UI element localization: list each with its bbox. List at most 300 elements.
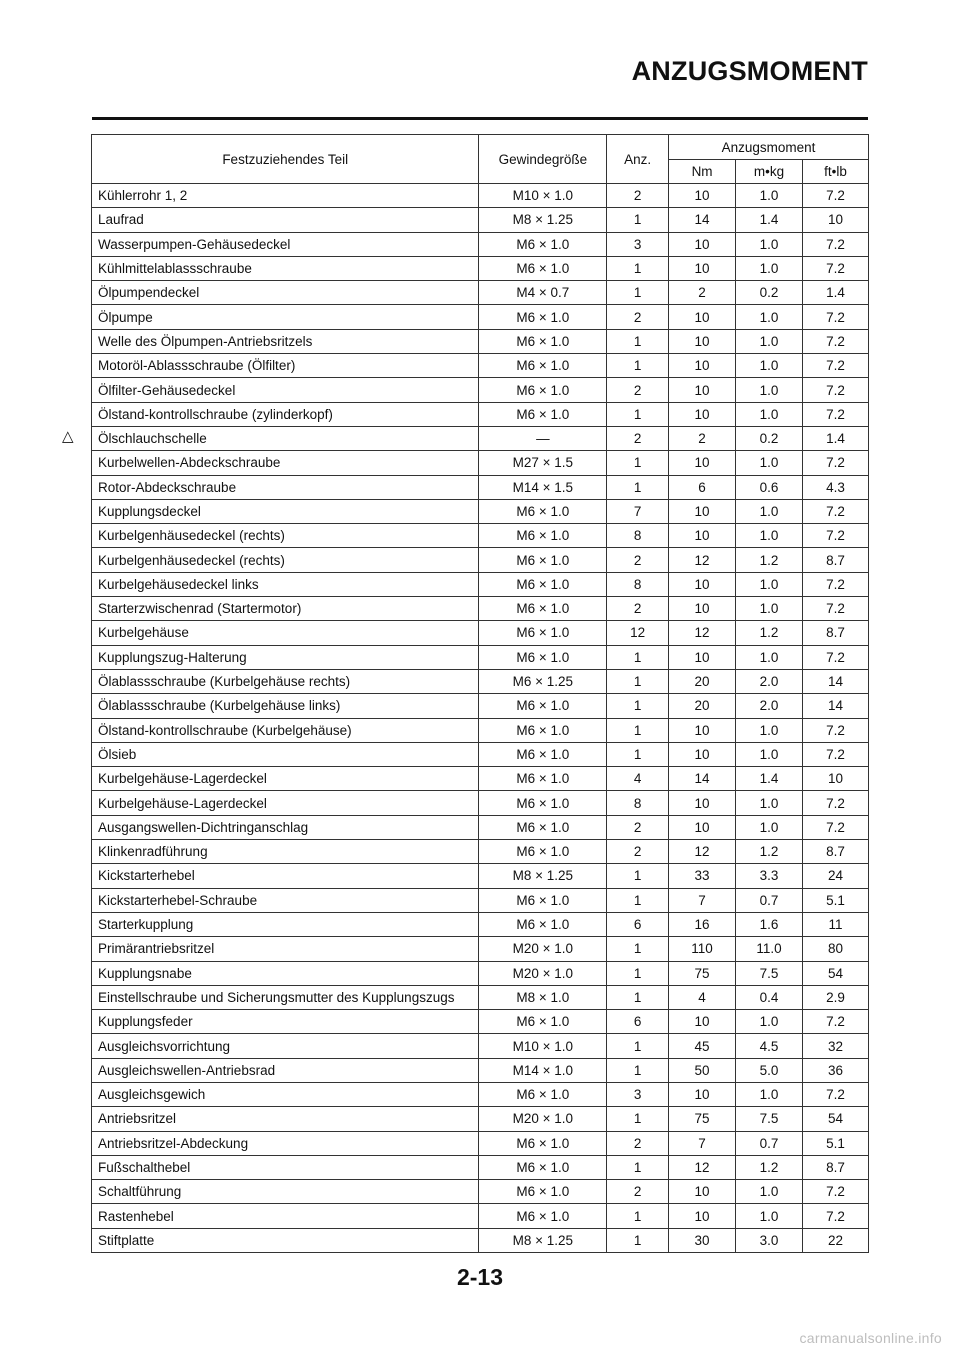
cell-mkg: 1.2 xyxy=(736,621,803,645)
cell-mkg: 1.0 xyxy=(736,378,803,402)
cell-qty: 6 xyxy=(607,1010,669,1034)
cell-thread: M6 × 1.0 xyxy=(479,305,607,329)
cell-mkg: 7.5 xyxy=(736,1107,803,1131)
header-qty: Anz. xyxy=(607,135,669,184)
cell-ftlb: 7.2 xyxy=(803,597,869,621)
cell-mkg: 1.0 xyxy=(736,1204,803,1228)
cell-qty: 12 xyxy=(607,621,669,645)
cell-ftlb: 22 xyxy=(803,1228,869,1252)
table-row xyxy=(92,718,869,742)
cell-mkg: 1.4 xyxy=(736,767,803,791)
cell-nm: 50 xyxy=(669,1058,736,1082)
cell-thread: M6 × 1.0 xyxy=(479,791,607,815)
cell-nm: 4 xyxy=(669,985,736,1009)
cell-qty: 1 xyxy=(607,475,669,499)
table-row xyxy=(92,742,869,766)
cell-ftlb: 8.7 xyxy=(803,1155,869,1179)
cell-nm: 10 xyxy=(669,232,736,256)
header-nm: Nm xyxy=(669,160,736,184)
cell-ftlb: 32 xyxy=(803,1034,869,1058)
cell-ftlb: 7.2 xyxy=(803,1082,869,1106)
cell-thread: M10 × 1.0 xyxy=(479,184,607,208)
cell-thread: M6 × 1.0 xyxy=(479,1155,607,1179)
cell-part: Einstellschraube und Sicherungsmutter des Kupplungszugs xyxy=(92,985,479,1009)
cell-thread: M6 × 1.0 xyxy=(479,402,607,426)
cell-mkg: 1.0 xyxy=(736,524,803,548)
cell-part: Kickstarterhebel-Schraube xyxy=(92,888,479,912)
cell-thread: M6 × 1.0 xyxy=(479,548,607,572)
cell-nm: 14 xyxy=(669,767,736,791)
cell-ftlb: 7.2 xyxy=(803,1204,869,1228)
cell-mkg: 0.7 xyxy=(736,1131,803,1155)
cell-ftlb: 7.2 xyxy=(803,402,869,426)
cell-part: Kupplungszug-Halterung xyxy=(92,645,479,669)
cell-thread: M6 × 1.0 xyxy=(479,840,607,864)
cell-thread: M6 × 1.0 xyxy=(479,1131,607,1155)
cell-part: Ausgangswellen-Dichtringanschlag xyxy=(92,815,479,839)
cell-thread: M6 × 1.0 xyxy=(479,767,607,791)
cell-qty: 2 xyxy=(607,184,669,208)
cell-ftlb: 7.2 xyxy=(803,499,869,523)
cell-qty: 2 xyxy=(607,815,669,839)
cell-thread: M6 × 1.0 xyxy=(479,645,607,669)
table-row xyxy=(92,184,869,208)
cell-ftlb: 11 xyxy=(803,912,869,936)
table-body xyxy=(92,184,869,1253)
cell-mkg: 2.0 xyxy=(736,694,803,718)
table-row xyxy=(92,475,869,499)
cell-qty: 1 xyxy=(607,961,669,985)
cell-qty: 2 xyxy=(607,378,669,402)
cell-ftlb: 7.2 xyxy=(803,451,869,475)
cell-nm: 20 xyxy=(669,694,736,718)
cell-ftlb: 5.1 xyxy=(803,1131,869,1155)
cell-ftlb: 7.2 xyxy=(803,572,869,596)
header-mkg: m•kg xyxy=(736,160,803,184)
cell-ftlb: 8.7 xyxy=(803,621,869,645)
cell-qty: 1 xyxy=(607,718,669,742)
cell-thread: M8 × 1.0 xyxy=(479,985,607,1009)
page-number: 2-13 xyxy=(456,1264,504,1290)
cell-thread: M6 × 1.0 xyxy=(479,742,607,766)
table-row xyxy=(92,1155,869,1179)
cell-ftlb: 7.2 xyxy=(803,791,869,815)
cell-qty: 1 xyxy=(607,645,669,669)
cell-nm: 20 xyxy=(669,669,736,693)
cell-part: Klinkenradführung xyxy=(92,840,479,864)
table-row xyxy=(92,1228,869,1252)
cell-part: Primärantriebsritzel xyxy=(92,937,479,961)
cell-mkg: 7.5 xyxy=(736,961,803,985)
cell-part: Ölpumpendeckel xyxy=(92,281,479,305)
change-mark-icon: △ xyxy=(62,428,74,445)
table-row xyxy=(92,281,869,305)
torque-table xyxy=(91,134,869,1253)
cell-thread: M6 × 1.0 xyxy=(479,815,607,839)
cell-thread: M20 × 1.0 xyxy=(479,937,607,961)
cell-mkg: 1.0 xyxy=(736,572,803,596)
table-row xyxy=(92,864,869,888)
cell-ftlb: 7.2 xyxy=(803,305,869,329)
cell-ftlb: 7.2 xyxy=(803,524,869,548)
cell-mkg: 1.0 xyxy=(736,742,803,766)
cell-part: Ölpumpe xyxy=(92,305,479,329)
cell-thread: M6 × 1.0 xyxy=(479,378,607,402)
cell-qty: 1 xyxy=(607,329,669,353)
cell-nm: 7 xyxy=(669,888,736,912)
cell-ftlb: 14 xyxy=(803,669,869,693)
table-row xyxy=(92,1131,869,1155)
watermark: carmanualsonline.info xyxy=(799,1330,942,1346)
cell-qty: 2 xyxy=(607,1131,669,1155)
cell-part: Kühlerrohr 1, 2 xyxy=(92,184,479,208)
cell-qty: 1 xyxy=(607,1204,669,1228)
cell-qty: 1 xyxy=(607,1228,669,1252)
cell-mkg: 2.0 xyxy=(736,669,803,693)
cell-thread: M6 × 1.0 xyxy=(479,621,607,645)
table-row xyxy=(92,256,869,280)
cell-nm: 110 xyxy=(669,937,736,961)
cell-qty: 1 xyxy=(607,888,669,912)
cell-qty: 2 xyxy=(607,426,669,450)
cell-nm: 10 xyxy=(669,184,736,208)
cell-nm: 10 xyxy=(669,378,736,402)
cell-qty: 1 xyxy=(607,1058,669,1082)
cell-mkg: 1.0 xyxy=(736,815,803,839)
cell-ftlb: 4.3 xyxy=(803,475,869,499)
cell-nm: 10 xyxy=(669,354,736,378)
cell-ftlb: 7.2 xyxy=(803,815,869,839)
table-row xyxy=(92,694,869,718)
cell-part: Ölfilter-Gehäusedeckel xyxy=(92,378,479,402)
cell-mkg: 1.0 xyxy=(736,499,803,523)
table-row xyxy=(92,937,869,961)
cell-thread: M6 × 1.0 xyxy=(479,572,607,596)
cell-part: Welle des Ölpumpen-Antriebsritzels xyxy=(92,329,479,353)
cell-mkg: 1.0 xyxy=(736,402,803,426)
table-row xyxy=(92,1107,869,1131)
cell-qty: 3 xyxy=(607,1082,669,1106)
table-row xyxy=(92,451,869,475)
cell-nm: 10 xyxy=(669,256,736,280)
table-row xyxy=(92,985,869,1009)
cell-nm: 10 xyxy=(669,499,736,523)
cell-qty: 1 xyxy=(607,669,669,693)
cell-nm: 10 xyxy=(669,572,736,596)
cell-mkg: 1.0 xyxy=(736,597,803,621)
cell-mkg: 1.0 xyxy=(736,256,803,280)
cell-nm: 10 xyxy=(669,718,736,742)
cell-mkg: 1.0 xyxy=(736,1010,803,1034)
table-row xyxy=(92,329,869,353)
cell-nm: 45 xyxy=(669,1034,736,1058)
cell-qty: 1 xyxy=(607,1107,669,1131)
cell-ftlb: 1.4 xyxy=(803,281,869,305)
cell-nm: 12 xyxy=(669,840,736,864)
cell-part: Ausgleichswellen-Antriebsrad xyxy=(92,1058,479,1082)
cell-mkg: 0.4 xyxy=(736,985,803,1009)
cell-nm: 33 xyxy=(669,864,736,888)
cell-nm: 16 xyxy=(669,912,736,936)
cell-thread: M6 × 1.0 xyxy=(479,694,607,718)
cell-part: Ölstand-kontrollschraube (zylinderkopf) xyxy=(92,402,479,426)
cell-part: Ausgleichsgewich xyxy=(92,1082,479,1106)
cell-mkg: 1.0 xyxy=(736,718,803,742)
cell-qty: 1 xyxy=(607,864,669,888)
cell-thread: M6 × 1.0 xyxy=(479,329,607,353)
cell-part: Stiftplatte xyxy=(92,1228,479,1252)
cell-part: Ölablassschraube (Kurbelgehäuse links) xyxy=(92,694,479,718)
cell-ftlb: 7.2 xyxy=(803,1010,869,1034)
cell-mkg: 0.7 xyxy=(736,888,803,912)
cell-nm: 10 xyxy=(669,791,736,815)
table-row xyxy=(92,305,869,329)
table-row xyxy=(92,524,869,548)
table-row xyxy=(92,767,869,791)
cell-part: Antriebsritzel xyxy=(92,1107,479,1131)
cell-ftlb: 2.9 xyxy=(803,985,869,1009)
cell-part: Fußschalthebel xyxy=(92,1155,479,1179)
header-ftlb: ft•lb xyxy=(803,160,869,184)
cell-ftlb: 80 xyxy=(803,937,869,961)
cell-mkg: 1.2 xyxy=(736,1155,803,1179)
cell-ftlb: 7.2 xyxy=(803,354,869,378)
cell-nm: 10 xyxy=(669,815,736,839)
cell-thread: M4 × 0.7 xyxy=(479,281,607,305)
cell-qty: 2 xyxy=(607,597,669,621)
cell-thread: M8 × 1.25 xyxy=(479,1228,607,1252)
cell-part: Laufrad xyxy=(92,208,479,232)
table-row xyxy=(92,1180,869,1204)
cell-part: Kurbelgehäuse-Lagerdeckel xyxy=(92,791,479,815)
cell-thread: M6 × 1.0 xyxy=(479,256,607,280)
cell-part: Ausgleichsvorrichtung xyxy=(92,1034,479,1058)
cell-thread: M6 × 1.0 xyxy=(479,499,607,523)
cell-nm: 10 xyxy=(669,1204,736,1228)
cell-qty: 1 xyxy=(607,1034,669,1058)
table-row xyxy=(92,354,869,378)
cell-thread: M6 × 1.0 xyxy=(479,888,607,912)
cell-qty: 6 xyxy=(607,912,669,936)
cell-nm: 14 xyxy=(669,208,736,232)
cell-mkg: 1.0 xyxy=(736,305,803,329)
cell-nm: 10 xyxy=(669,742,736,766)
cell-mkg: 1.0 xyxy=(736,1082,803,1106)
cell-part: Starterzwischenrad (Startermotor) xyxy=(92,597,479,621)
cell-part: Ölsieb xyxy=(92,742,479,766)
table-row xyxy=(92,815,869,839)
cell-ftlb: 7.2 xyxy=(803,1180,869,1204)
table-row xyxy=(92,402,869,426)
cell-qty: 1 xyxy=(607,281,669,305)
cell-qty: 8 xyxy=(607,572,669,596)
table-row xyxy=(92,961,869,985)
cell-qty: 1 xyxy=(607,694,669,718)
cell-mkg: 1.6 xyxy=(736,912,803,936)
cell-part: Schaltführung xyxy=(92,1180,479,1204)
cell-qty: 1 xyxy=(607,208,669,232)
cell-thread: M6 × 1.0 xyxy=(479,1010,607,1034)
cell-part: Kurbelwellen-Abdeckschraube xyxy=(92,451,479,475)
cell-mkg: 11.0 xyxy=(736,937,803,961)
cell-qty: 3 xyxy=(607,232,669,256)
cell-qty: 2 xyxy=(607,548,669,572)
cell-ftlb: 36 xyxy=(803,1058,869,1082)
cell-mkg: 4.5 xyxy=(736,1034,803,1058)
cell-part: Ölschlauchschelle xyxy=(92,426,479,450)
table-row xyxy=(92,1058,869,1082)
table-row xyxy=(92,912,869,936)
cell-mkg: 1.0 xyxy=(736,1180,803,1204)
table-row xyxy=(92,232,869,256)
cell-ftlb: 1.4 xyxy=(803,426,869,450)
cell-part: Rotor-Abdeckschraube xyxy=(92,475,479,499)
cell-part: Kupplungsfeder xyxy=(92,1010,479,1034)
cell-qty: 1 xyxy=(607,742,669,766)
cell-qty: 1 xyxy=(607,985,669,1009)
cell-qty: 1 xyxy=(607,402,669,426)
table-row xyxy=(92,1034,869,1058)
cell-ftlb: 5.1 xyxy=(803,888,869,912)
cell-thread: M14 × 1.0 xyxy=(479,1058,607,1082)
cell-thread: M6 × 1.0 xyxy=(479,718,607,742)
cell-nm: 75 xyxy=(669,1107,736,1131)
cell-ftlb: 8.7 xyxy=(803,548,869,572)
cell-mkg: 0.2 xyxy=(736,426,803,450)
cell-part: Kurbelgenhäusedeckel (rechts) xyxy=(92,524,479,548)
cell-thread: M10 × 1.0 xyxy=(479,1034,607,1058)
cell-ftlb: 8.7 xyxy=(803,840,869,864)
table-row xyxy=(92,888,869,912)
cell-mkg: 3.3 xyxy=(736,864,803,888)
cell-nm: 10 xyxy=(669,1082,736,1106)
cell-qty: 2 xyxy=(607,305,669,329)
cell-qty: 1 xyxy=(607,256,669,280)
cell-thread: M27 × 1.5 xyxy=(479,451,607,475)
table-row xyxy=(92,621,869,645)
cell-part: Rastenhebel xyxy=(92,1204,479,1228)
cell-mkg: 1.0 xyxy=(736,232,803,256)
cell-nm: 10 xyxy=(669,451,736,475)
cell-qty: 2 xyxy=(607,840,669,864)
table-row xyxy=(92,548,869,572)
cell-ftlb: 7.2 xyxy=(803,718,869,742)
cell-nm: 12 xyxy=(669,548,736,572)
cell-thread: M6 × 1.0 xyxy=(479,354,607,378)
cell-ftlb: 7.2 xyxy=(803,329,869,353)
header-torque: Anzugsmoment xyxy=(669,135,869,160)
cell-part: Starterkupplung xyxy=(92,912,479,936)
cell-thread: M8 × 1.25 xyxy=(479,864,607,888)
cell-ftlb: 7.2 xyxy=(803,645,869,669)
header-thread: Gewindegröße xyxy=(479,135,607,184)
cell-thread: M20 × 1.0 xyxy=(479,1107,607,1131)
table-row xyxy=(92,426,869,450)
table-row xyxy=(92,378,869,402)
cell-nm: 10 xyxy=(669,402,736,426)
cell-part: Wasserpumpen-Gehäusedeckel xyxy=(92,232,479,256)
cell-ftlb: 10 xyxy=(803,767,869,791)
cell-mkg: 0.2 xyxy=(736,281,803,305)
page-title: ANZUGSMOMENT xyxy=(631,56,868,86)
cell-thread: M6 × 1.0 xyxy=(479,1180,607,1204)
cell-mkg: 5.0 xyxy=(736,1058,803,1082)
cell-ftlb: 10 xyxy=(803,208,869,232)
title-rule xyxy=(92,117,868,120)
cell-nm: 2 xyxy=(669,281,736,305)
table-row xyxy=(92,1010,869,1034)
cell-qty: 1 xyxy=(607,1155,669,1179)
table-row xyxy=(92,645,869,669)
cell-nm: 10 xyxy=(669,1180,736,1204)
cell-qty: 8 xyxy=(607,791,669,815)
cell-thread: M6 × 1.0 xyxy=(479,597,607,621)
cell-mkg: 3.0 xyxy=(736,1228,803,1252)
cell-part: Kurbelgehäuse xyxy=(92,621,479,645)
cell-part: Kupplungsdeckel xyxy=(92,499,479,523)
cell-qty: 7 xyxy=(607,499,669,523)
cell-nm: 6 xyxy=(669,475,736,499)
cell-qty: 2 xyxy=(607,1180,669,1204)
cell-part: Ölablassschraube (Kurbelgehäuse rechts) xyxy=(92,669,479,693)
cell-nm: 75 xyxy=(669,961,736,985)
cell-thread: — xyxy=(479,426,607,450)
cell-qty: 8 xyxy=(607,524,669,548)
cell-mkg: 1.0 xyxy=(736,184,803,208)
cell-nm: 12 xyxy=(669,621,736,645)
cell-thread: M6 × 1.0 xyxy=(479,232,607,256)
cell-nm: 2 xyxy=(669,426,736,450)
cell-thread: M6 × 1.25 xyxy=(479,669,607,693)
cell-mkg: 1.0 xyxy=(736,791,803,815)
cell-mkg: 1.0 xyxy=(736,354,803,378)
cell-nm: 10 xyxy=(669,597,736,621)
table-row xyxy=(92,669,869,693)
cell-ftlb: 7.2 xyxy=(803,184,869,208)
cell-nm: 7 xyxy=(669,1131,736,1155)
table-row xyxy=(92,597,869,621)
cell-thread: M6 × 1.0 xyxy=(479,1082,607,1106)
cell-part: Ölstand-kontrollschraube (Kurbelgehäuse) xyxy=(92,718,479,742)
table-row xyxy=(92,840,869,864)
cell-qty: 1 xyxy=(607,937,669,961)
cell-part: Motoröl-Ablassschraube (Ölfilter) xyxy=(92,354,479,378)
cell-thread: M20 × 1.0 xyxy=(479,961,607,985)
cell-thread: M6 × 1.0 xyxy=(479,912,607,936)
cell-part: Kurbelgehäuse-Lagerdeckel xyxy=(92,767,479,791)
table-row xyxy=(92,791,869,815)
table-row xyxy=(92,1082,869,1106)
table-row xyxy=(92,208,869,232)
cell-nm: 10 xyxy=(669,1010,736,1034)
cell-qty: 1 xyxy=(607,451,669,475)
cell-mkg: 1.0 xyxy=(736,451,803,475)
cell-ftlb: 7.2 xyxy=(803,256,869,280)
cell-nm: 30 xyxy=(669,1228,736,1252)
cell-nm: 10 xyxy=(669,305,736,329)
cell-nm: 10 xyxy=(669,329,736,353)
table-row xyxy=(92,1204,869,1228)
cell-mkg: 1.0 xyxy=(736,645,803,669)
cell-ftlb: 7.2 xyxy=(803,232,869,256)
cell-ftlb: 14 xyxy=(803,694,869,718)
cell-qty: 1 xyxy=(607,354,669,378)
cell-mkg: 1.4 xyxy=(736,208,803,232)
cell-nm: 10 xyxy=(669,524,736,548)
cell-part: Kupplungsnabe xyxy=(92,961,479,985)
cell-ftlb: 24 xyxy=(803,864,869,888)
cell-qty: 4 xyxy=(607,767,669,791)
